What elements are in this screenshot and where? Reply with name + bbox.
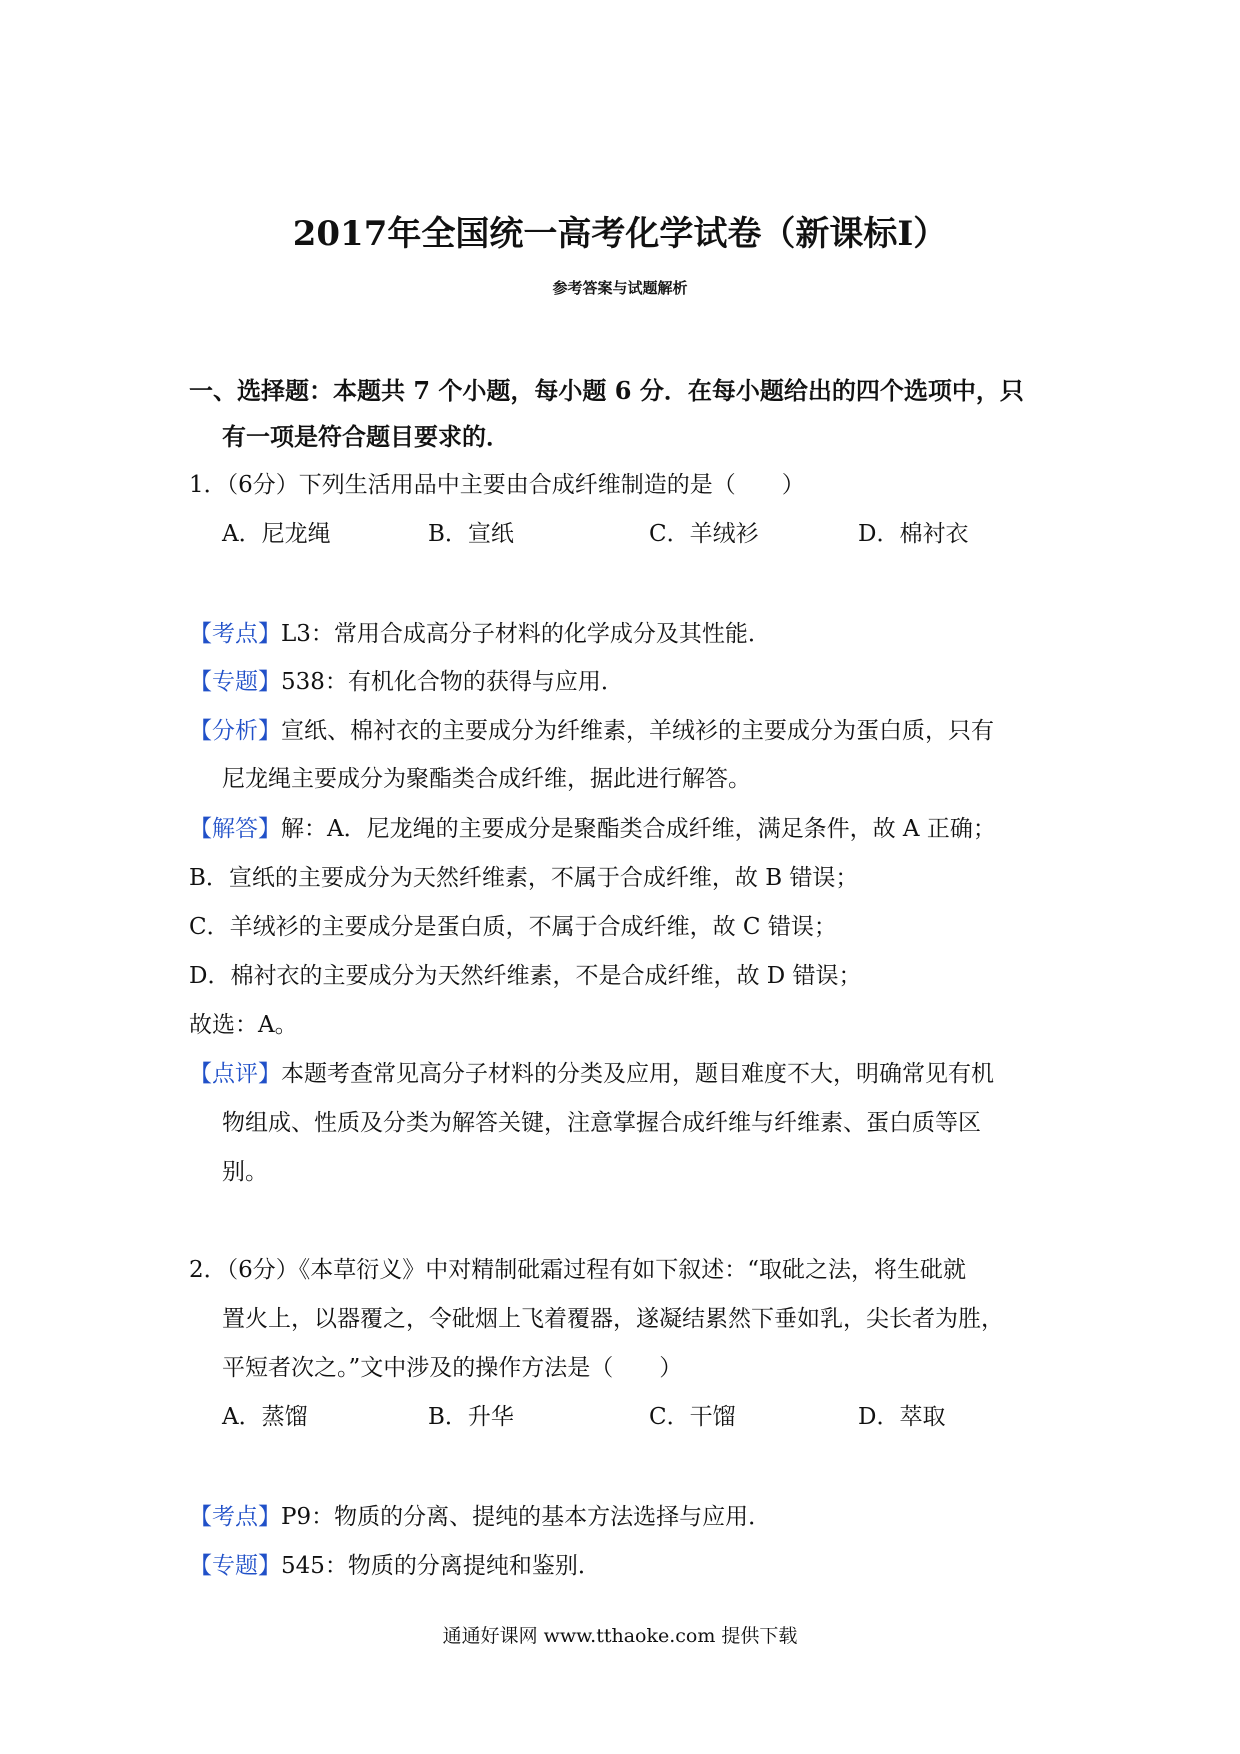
fenxi-text-2: 尼龙绳主要成分为聚酯类合成纤维，据此进行解答。 <box>222 766 751 792</box>
q2-option-a: A．蒸馏 <box>222 1404 308 1430</box>
q1-option-b: B．宣纸 <box>428 521 514 547</box>
q2-kaodian <box>189 1500 1069 1534</box>
q1-fenxi <box>189 714 1069 748</box>
zhuanti-text: 545：物质的分离提纯和鉴别． <box>281 1553 601 1579</box>
fenxi-tag: 【分析】 <box>189 718 281 744</box>
jieda-text-4: D．棉衬衣的主要成分为天然纤维素，不是合成纤维，故 D 错误； <box>189 963 862 989</box>
q2-zhuanti <box>189 1549 1069 1583</box>
jieda-text-5: 故选：A。 <box>189 1012 298 1038</box>
kaodian-tag: 【考点】 <box>189 621 281 647</box>
q1-jieda <box>189 812 1069 846</box>
page-title: 2017年全国统一高考化学试卷（新课标I） <box>292 214 948 254</box>
zhuanti-tag: 【专题】 <box>189 1553 281 1579</box>
q1-kaodian <box>189 617 1069 651</box>
dianping-tag: 【点评】 <box>189 1061 281 1087</box>
dianping-text-3: 别。 <box>222 1159 268 1185</box>
section-heading-line2: 有一项是符合题目要求的． <box>222 422 510 451</box>
q1-option-c: C．羊绒衫 <box>649 521 759 547</box>
q2-option-d: D．萃取 <box>858 1404 946 1430</box>
section-heading-line1: 一、选择题：本题共 7 个小题，每小题 6 分．在每小题给出的四个选项中，只 <box>189 376 1024 405</box>
jieda-text-1: 解：A．尼龙绳的主要成分是聚酯类合成纤维，满足条件，故 A 正确； <box>281 816 996 842</box>
jieda-text-2: B．宣纸的主要成分为天然纤维素，不属于合成纤维，故 B 错误； <box>189 865 859 891</box>
jieda-tag: 【解答】 <box>189 816 281 842</box>
q2-stem-2: 置火上，以器覆之，令砒烟上飞着覆器，遂凝结累然下垂如乳，尖长者为胜， <box>222 1306 1004 1332</box>
dianping-text-1: 本题考查常见高分子材料的分类及应用，题目难度不大，明确常见有机 <box>281 1061 994 1087</box>
q1-stem: 1．（6分）下列生活用品中主要由合成纤维制造的是（ ） <box>189 472 805 498</box>
q2-option-b: B．升华 <box>428 1404 514 1430</box>
kaodian-text: P9：物质的分离、提纯的基本方法选择与应用． <box>281 1504 772 1530</box>
page-footer: 通通好课网 www.tthaoke.com 提供下载 <box>442 1625 798 1647</box>
q2-option-c: C．干馏 <box>649 1404 736 1430</box>
q1-zhuanti <box>189 665 1069 699</box>
kaodian-text: L3：常用合成高分子材料的化学成分及其性能． <box>281 621 771 647</box>
q2-stem-1: 2．（6分）《本草衍义》中对精制砒霜过程有如下叙述：“取砒之法，将生砒就 <box>189 1257 967 1283</box>
q1-dianping <box>189 1057 1069 1091</box>
kaodian-tag: 【考点】 <box>189 1504 281 1530</box>
page-subtitle: 参考答案与试题解析 <box>552 279 688 297</box>
fenxi-text-1: 宣纸、棉衬衣的主要成分为纤维素，羊绒衫的主要成分为蛋白质，只有 <box>281 718 994 744</box>
jieda-text-3: C．羊绒衫的主要成分是蛋白质，不属于合成纤维，故 C 错误； <box>189 914 837 940</box>
zhuanti-text: 538：有机化合物的获得与应用． <box>281 669 624 695</box>
q1-option-d: D．棉衬衣 <box>858 521 969 547</box>
q2-stem-3: 平短者次之。”文中涉及的操作方法是（ ） <box>222 1355 683 1381</box>
zhuanti-tag: 【专题】 <box>189 669 281 695</box>
q1-option-a: A．尼龙绳 <box>222 521 331 547</box>
dianping-text-2: 物组成、性质及分类为解答关键，注意掌握合成纤维与纤维素、蛋白质等区 <box>222 1110 981 1136</box>
